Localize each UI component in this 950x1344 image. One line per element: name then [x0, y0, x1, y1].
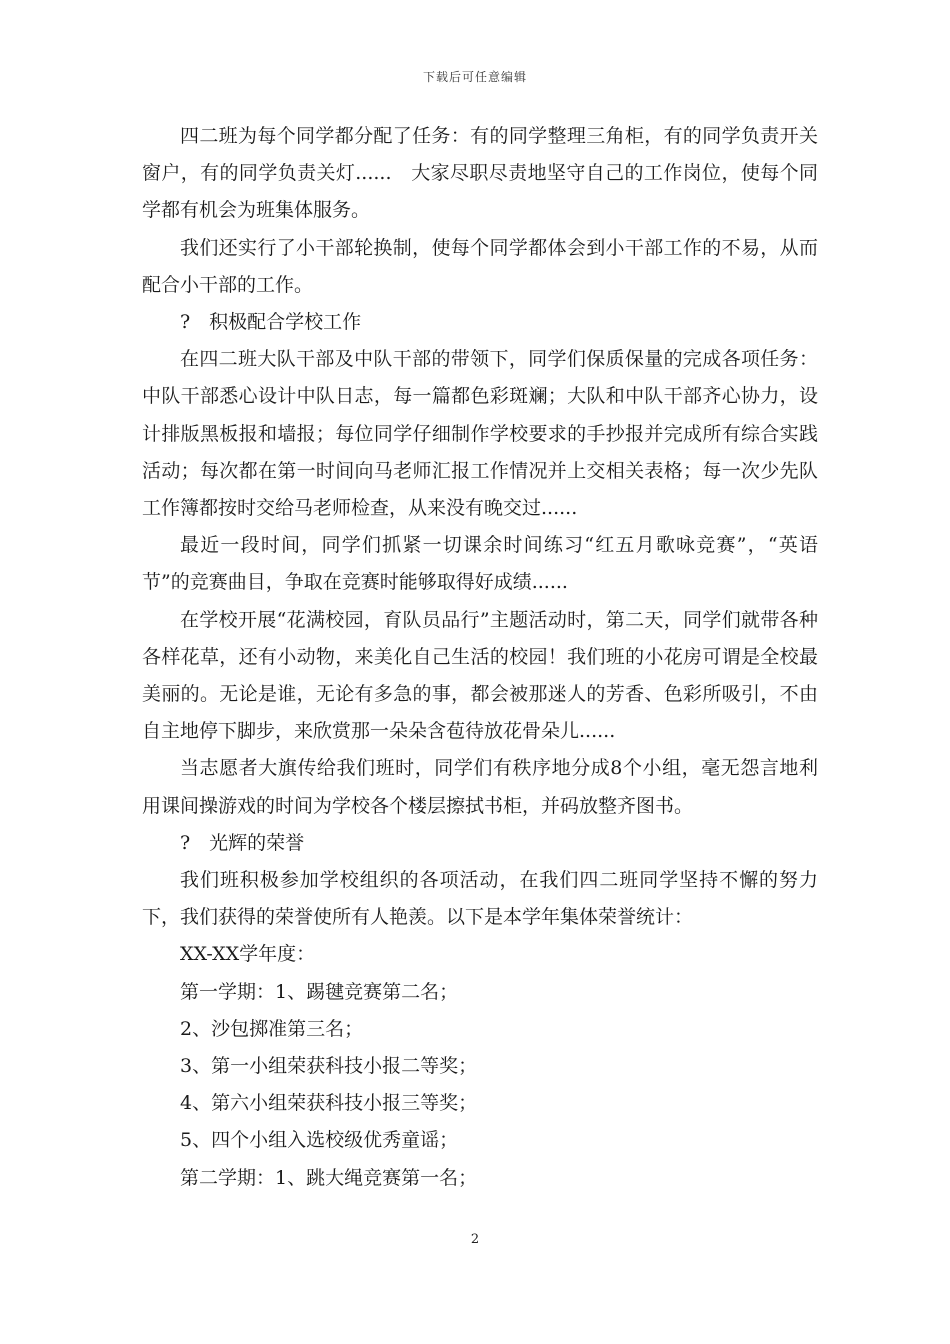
paragraph-cadres: 在四二班大队干部及中队干部的带领下，同学们保质保量的完成各项任务：中队干部悉心设计中队日志，每一篇都色彩斑斓；大队和中队干部齐心协力，设计排版黑板报和墙报；每位同学仔细制作学校要求的手抄报并完成所有综合实践活动；每次都在第一时间向马老师汇报工作情况并上交相关表格；每一次少先队工作簿都按时交给马老师检查，从来没有晚交过...... — [142, 348, 818, 520]
document-body — [142, 118, 818, 1197]
paragraph-volunteer: 当志愿者大旗传给我们班时，同学们有秩序地分成8个小组，毫无怨言地利用课间操游戏的时间为学校各个楼层擦拭书柜，并码放整齐图书。 — [142, 757, 818, 817]
header-note: 下载后可任意编辑 — [422, 70, 527, 84]
paragraph-singing: 最近一段时间，同学们抓紧一切课余时间练习“红五月歌咏竞赛”，“英语节”的竞赛曲目，争取在竞赛时能够取得好成绩...... — [142, 534, 818, 594]
list-item: 4、第六小组荣获科技小报三等奖； — [180, 1092, 478, 1115]
list-item: 5、四个小组入选校级优秀童谣； — [180, 1129, 459, 1152]
list-item: 第二学期：1、跳大绳竞赛第一名； — [180, 1166, 478, 1189]
paragraph-rotation: 我们还实行了小干部轮换制，使每个同学都体会到小干部工作的不易，从而配合小干部的工作。 — [142, 236, 818, 296]
list-item: 2、沙包掷准第三名； — [180, 1017, 364, 1040]
paragraph-task-assignment: 四二班为每个同学都分配了任务：有的同学整理三角柜，有的同学负责开关窗户，有的同学负责关灯...... 大家尽职尽责地坚守自己的工作岗位，使每个同学都有机会为班集体服务。 — [142, 125, 818, 222]
list-item: 第一学期：1、踢毽竞赛第二名； — [180, 980, 459, 1003]
paragraph-flowers: 在学校开展“花满校园，育队员品行”主题活动时，第二天，同学们就带各种各样花草，还有小动物，来美化自己生活的校园！我们班的小花房可谓是全校最美丽的。无论是谁，无论有多急的事，都会被那迷人的芳香、色彩所吸引，不由自主地停下脚步，来欣赏那一朵朵含苞待放花骨朵儿...... — [142, 608, 818, 743]
list-item: 3、第一小组荣获科技小报二等奖； — [180, 1055, 478, 1078]
section-heading-honors: ? 光辉的荣誉 — [180, 831, 305, 854]
page-number: 2 — [470, 1232, 480, 1247]
list-item-year: XX-XX学年度： — [180, 943, 316, 966]
section-heading-school-work: ? 积极配合学校工作 — [180, 311, 362, 334]
paragraph-honors-intro: 我们班积极参加学校组织的各项活动，在我们四二班同学坚持不懈的努力下，我们获得的荣誉使所有人艳羡。以下是本学年集体荣誉统计： — [142, 869, 818, 929]
